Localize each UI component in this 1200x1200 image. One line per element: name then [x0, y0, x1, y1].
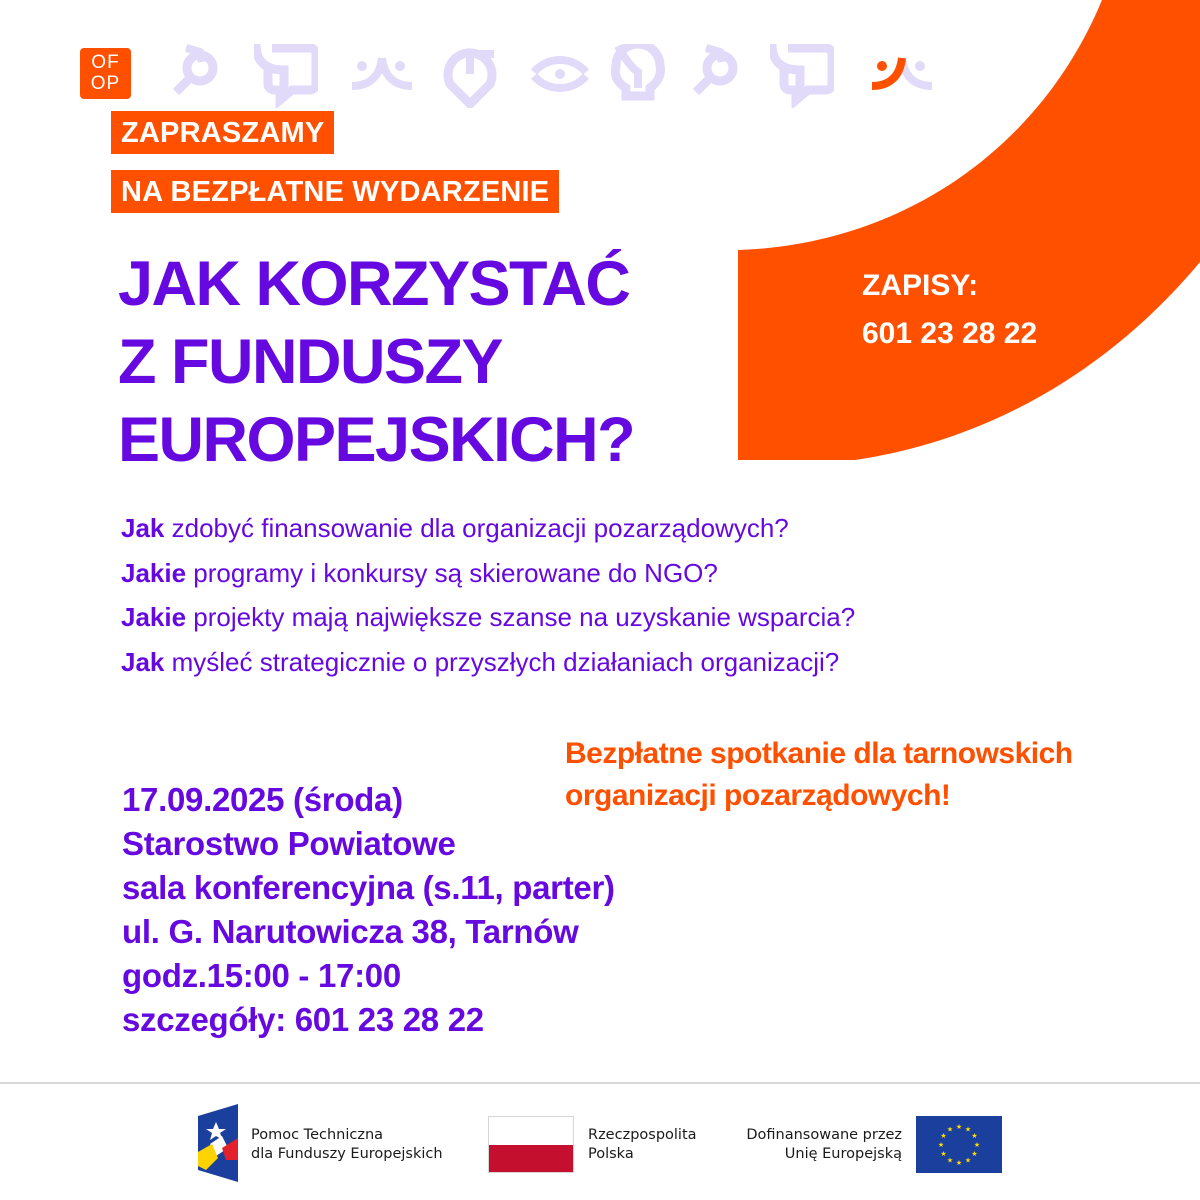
search-icon	[170, 44, 224, 104]
footer-divider	[0, 1082, 1200, 1084]
question-item	[121, 551, 855, 596]
event-contact[interactable]: szczegóły: 601 23 28 22	[122, 1001, 484, 1038]
poland-label	[588, 1126, 697, 1164]
question-text: projekty mają największe szanse na uzyskanie wsparcia?	[186, 602, 856, 632]
svg-text:★: ★	[971, 1150, 978, 1158]
question-keyword: Jak	[121, 646, 165, 677]
logo-caption: dla Funduszy Europejskich	[251, 1146, 443, 1162]
svg-text:★: ★	[937, 1141, 945, 1149]
svg-text:★: ★	[955, 1123, 963, 1131]
question-text: myśleć strategicznie o przyszłych działaniach organizacji?	[164, 646, 840, 677]
logo-text-top: OF	[91, 52, 120, 73]
question-keyword: Jakie	[121, 602, 187, 632]
svg-text:★: ★	[964, 1156, 972, 1165]
svg-text:★: ★	[955, 1159, 963, 1167]
svg-text:★: ★	[946, 1125, 954, 1134]
invite-tag: ZAPRASZAMY	[111, 111, 334, 154]
promo-line: organizacji pozarządowych!	[565, 779, 951, 812]
event-date: 17.09.2025 (środa)	[122, 781, 403, 818]
people-icon-highlighted	[870, 44, 934, 104]
title-line: Z FUNDUSZY	[118, 327, 502, 397]
lightbulb-icon	[610, 44, 666, 108]
question-item	[121, 506, 855, 551]
free-event-tag: NA BEZPŁATNE WYDARZENIE	[111, 170, 559, 213]
european-funds-logo-icon	[198, 1104, 238, 1182]
event-title	[118, 245, 634, 479]
logo-caption: Unię Europejską	[784, 1146, 902, 1162]
people-icon	[350, 44, 414, 104]
question-keyword: Jak	[121, 513, 165, 543]
signup-phone[interactable]: 601 23 28 22	[862, 317, 1038, 350]
signup-label: ZAPISY:	[862, 269, 979, 302]
logo-caption: Polska	[588, 1146, 634, 1162]
event-room: sala konferencyjna (s.11, parter)	[122, 869, 615, 906]
question-text: programy i konkursy są skierowane do NGO?	[186, 557, 718, 588]
svg-text:★: ★	[964, 1125, 972, 1134]
svg-text:★: ★	[971, 1132, 978, 1140]
question-keyword: Jakie	[121, 557, 187, 588]
location-pin-icon	[442, 44, 498, 108]
svg-text:★: ★	[940, 1132, 947, 1140]
questions-list	[121, 506, 855, 684]
logo-caption: Rzeczpospolita	[588, 1127, 697, 1143]
title-line: JAK KORZYSTAĆ	[118, 249, 630, 319]
event-venue: Starostwo Powiatowe	[122, 825, 456, 862]
svg-text:★: ★	[946, 1156, 954, 1165]
svg-text:★: ★	[940, 1150, 947, 1158]
logo-text-bottom: OP	[90, 73, 121, 94]
question-text: zdobyć finansowanie dla organizacji pozarządowych?	[164, 513, 789, 543]
eu-flag-icon	[916, 1116, 1002, 1173]
european-funds-label	[251, 1126, 443, 1164]
search-icon	[690, 44, 744, 104]
ofop-logo	[80, 48, 131, 99]
polish-flag-icon	[488, 1116, 574, 1173]
eu-cofinanced-label	[700, 1126, 902, 1164]
eye-icon	[530, 44, 590, 104]
event-details	[122, 778, 615, 1042]
logo-caption: Dofinansowane przez	[746, 1127, 902, 1143]
question-item	[121, 640, 855, 685]
promo-text	[565, 733, 1073, 817]
event-address: ul. G. Narutowicza 38, Tarnów	[122, 913, 579, 950]
svg-text:★: ★	[973, 1141, 981, 1149]
logo-caption: Pomoc Techniczna	[251, 1127, 384, 1143]
question-item	[121, 595, 855, 640]
signup-info	[862, 262, 1037, 358]
chat-bubble-icon	[254, 44, 318, 108]
title-line: EUROPEJSKICH?	[118, 405, 635, 475]
promo-line: Bezpłatne spotkanie dla tarnowskich	[565, 737, 1073, 770]
chat-bubble-icon	[770, 44, 834, 108]
event-hours: godz.15:00 - 17:00	[122, 957, 401, 994]
